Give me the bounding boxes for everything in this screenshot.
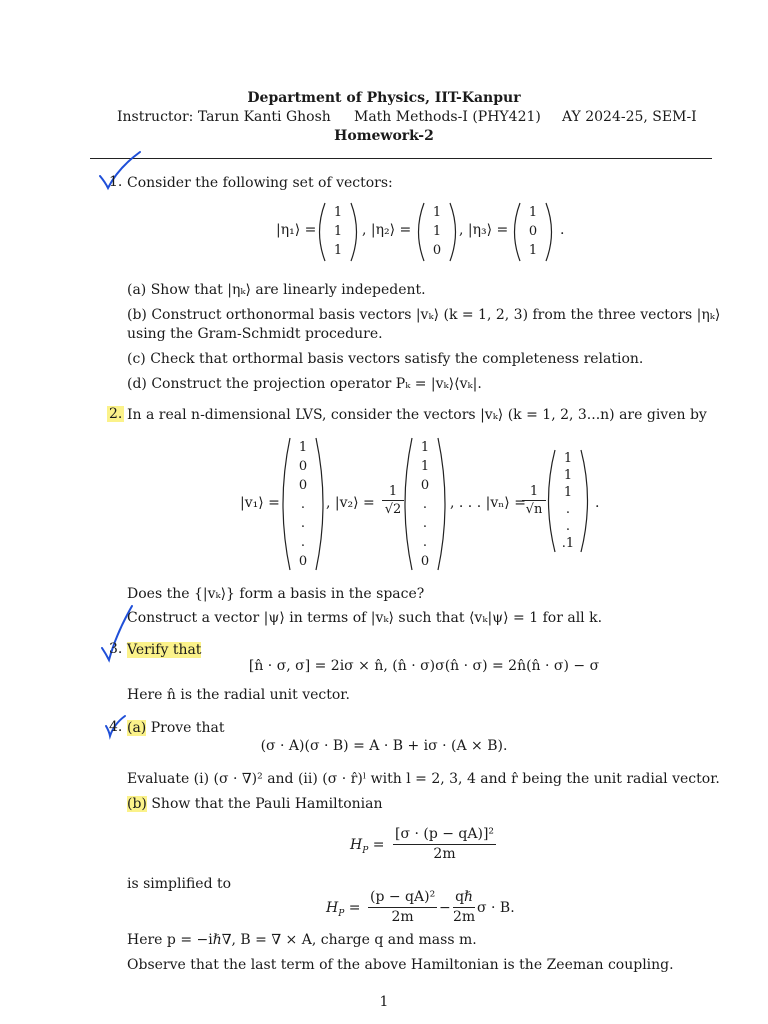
hp-subscript: P — [362, 845, 369, 856]
q1-part-b: (b) Construct orthonormal basis vectors |vₖ⟩ (k = 1, 2, 3) from the three vectors |ηₖ⟩ using the Gram-Schmidt procedure. — [127, 307, 721, 342]
q4-part-a-label: (a) — [127, 720, 147, 736]
q3-equation: [n̂ · σ, σ] = 2iσ × n̂, (n̂ · σ)σ(n̂ · σ) = 2n̂(n̂ · σ) − σ — [248, 658, 600, 674]
q4-observe: Observe that the last term of the above Hamiltonian is the Zeeman coupling. — [127, 957, 674, 973]
eta1-label: |η₁⟩ = — [276, 222, 317, 238]
eta2-label: |η₂⟩ = — [370, 222, 412, 238]
hp2-symbol: H — [326, 900, 339, 916]
hp-numerator: [σ · (p − qA)]² — [393, 825, 496, 845]
academic-term: AY 2024-25, SEM-I — [562, 109, 697, 125]
v1-entry: 0 — [298, 459, 308, 474]
vn-entry: 1 — [563, 485, 573, 500]
vn-label-wrap — [450, 495, 526, 511]
q2-intro: In a real n-dimensional LVS, consider the vectors |vₖ⟩ (k = 1, 2, 3...n) are given by — [127, 407, 707, 423]
v1-entry: 0 — [298, 554, 308, 569]
q4-part-a-text: Prove that — [146, 720, 225, 736]
q1-number: 1. — [109, 174, 123, 190]
v2-coef-num: 1 — [382, 483, 404, 501]
page-number: 1 — [379, 994, 389, 1010]
q4-definitions: Here p = −iℏ∇, B = ∇ × A, charge q and mass m. — [127, 932, 477, 948]
simplified-hamiltonian — [326, 888, 526, 928]
v1-entry: 0 — [298, 478, 308, 493]
vn-coef-den: √n — [525, 502, 543, 517]
eta3-label: |η₃⟩ = — [467, 222, 509, 238]
eta3-vector — [525, 203, 541, 260]
q4-part-b — [127, 795, 722, 814]
q3-number: 3. — [109, 641, 123, 657]
hp-fraction — [393, 825, 496, 864]
eta3-entry: 1 — [528, 205, 538, 220]
v2-entry: . — [422, 535, 428, 550]
course-name: Math Methods-I (PHY421) — [354, 109, 541, 125]
hp-lhs: $H_P$ = — [350, 837, 385, 856]
hp2-lhs: $H_P$ = — [326, 900, 361, 919]
v2-entry: 1 — [420, 459, 430, 474]
eta1-entry: 1 — [333, 243, 343, 258]
v2-entry: 0 — [420, 478, 430, 493]
hp2-subscript: P — [338, 908, 345, 919]
v2-coef-den: √2 — [384, 502, 402, 517]
v2-coefficient — [382, 483, 404, 518]
vn-vector — [560, 450, 576, 552]
v1-entry: 1 — [298, 440, 308, 455]
v2-entry: . — [422, 516, 428, 531]
eta2-entry: 1 — [432, 205, 442, 220]
instructor-line: Instructor: Tarun Kanti Ghosh — [117, 109, 331, 125]
eta2-label-wrap: , |η₂⟩ = — [362, 222, 412, 238]
hp-denominator: 2m — [433, 846, 456, 862]
q2-construct-question: Construct a vector |ψ⟩ in terms of |vₖ⟩ such that ⟨vₖ|ψ⟩ = 1 for all k. — [127, 610, 603, 626]
q4-simplified: is simplified to — [127, 876, 232, 892]
ellipsis: , . . . — [450, 495, 482, 511]
q1-period: . — [560, 222, 565, 238]
v1-entry: . — [300, 497, 306, 512]
eta1-entry: 1 — [333, 205, 343, 220]
eta2-vector — [429, 203, 445, 260]
v1-entry: . — [300, 535, 306, 550]
vn-entry: 1 — [563, 468, 573, 483]
q1-part-a: (a) Show that |ηₖ⟩ are linearly indepedent. — [127, 282, 426, 298]
q1-intro: Consider the following set of vectors: — [127, 175, 393, 191]
q1-part-d: (d) Construct the projection operator Pₖ = |vₖ⟩⟨vₖ|. — [127, 376, 482, 392]
q3-note: Here n̂ is the radial unit vector. — [127, 687, 350, 703]
v1-entry: . — [300, 516, 306, 531]
v2-entry: 1 — [420, 440, 430, 455]
q1-part-c: (c) Check that orthormal basis vectors satisfy the completeness relation. — [127, 351, 644, 367]
eta2-entry: 0 — [432, 243, 442, 258]
minus-sign: − — [439, 900, 451, 916]
vn-coefficient — [522, 483, 546, 518]
q4-equation-a: (σ · A)(σ · B) = A · B + iσ · (A × B). — [260, 738, 508, 754]
q2-basis-question: Does the {|vₖ⟩} form a basis in the space? — [127, 586, 425, 602]
header-rule — [90, 158, 712, 159]
vn-entry: . — [565, 519, 571, 534]
eta1-vector — [330, 203, 346, 260]
hp2-tail: σ · B. — [477, 900, 515, 916]
eta3-label-wrap: , |η₃⟩ = — [459, 222, 509, 238]
vn-entry: .1 — [561, 536, 575, 551]
v2-label-wrap: , |v₂⟩ = — [326, 495, 375, 511]
hp2-fraction-1 — [368, 888, 437, 927]
hp2-denominator-1: 2m — [391, 909, 414, 925]
v2-entry: . — [422, 497, 428, 512]
vn-label: |vₙ⟩ = — [485, 495, 526, 511]
v1-label: |v₁⟩ = — [240, 495, 280, 511]
homework-title: Homework-2 — [334, 128, 434, 144]
hp2-numerator-2: qℏ — [453, 888, 475, 908]
vn-coef-num: 1 — [522, 483, 546, 501]
q2-period: . — [595, 495, 600, 511]
vn-entry: . — [565, 502, 571, 517]
q1-vectors — [270, 200, 600, 264]
q2-number: 2. — [109, 406, 123, 422]
department-heading: Department of Physics, IIT-Kanpur — [247, 90, 521, 106]
hp-symbol: H — [350, 837, 363, 853]
q4-part-a — [127, 719, 722, 738]
eta3-entry: 0 — [528, 224, 538, 239]
q4-part-b-label: (b) — [127, 796, 147, 812]
eta3-entry: 1 — [528, 243, 538, 258]
hp2-fraction-2 — [453, 888, 475, 927]
q4-evaluate: Evaluate (i) (σ · ∇)² and (ii) (σ · r̂)ˡ with l = 2, 3, 4 and r̂ being the unit radial vector. — [127, 771, 720, 787]
v2-vector — [417, 438, 433, 571]
eta1-entry: 1 — [333, 224, 343, 239]
hp2-numerator-1: (p − qA)² — [368, 888, 437, 908]
hp2-denominator-2: 2m — [453, 909, 476, 925]
eta2-entry: 1 — [432, 224, 442, 239]
vn-entry: 1 — [563, 451, 573, 466]
v2-entry: 0 — [420, 554, 430, 569]
v2-label: |v₂⟩ = — [334, 495, 375, 511]
q3-intro: Verify that — [127, 642, 202, 658]
q2-vectors — [238, 436, 618, 572]
q4-part-b-text: Show that the Pauli Hamiltonian — [146, 796, 383, 812]
q4-number: 4. — [109, 719, 123, 735]
v1-vector — [295, 438, 311, 571]
pauli-hamiltonian — [350, 825, 510, 865]
